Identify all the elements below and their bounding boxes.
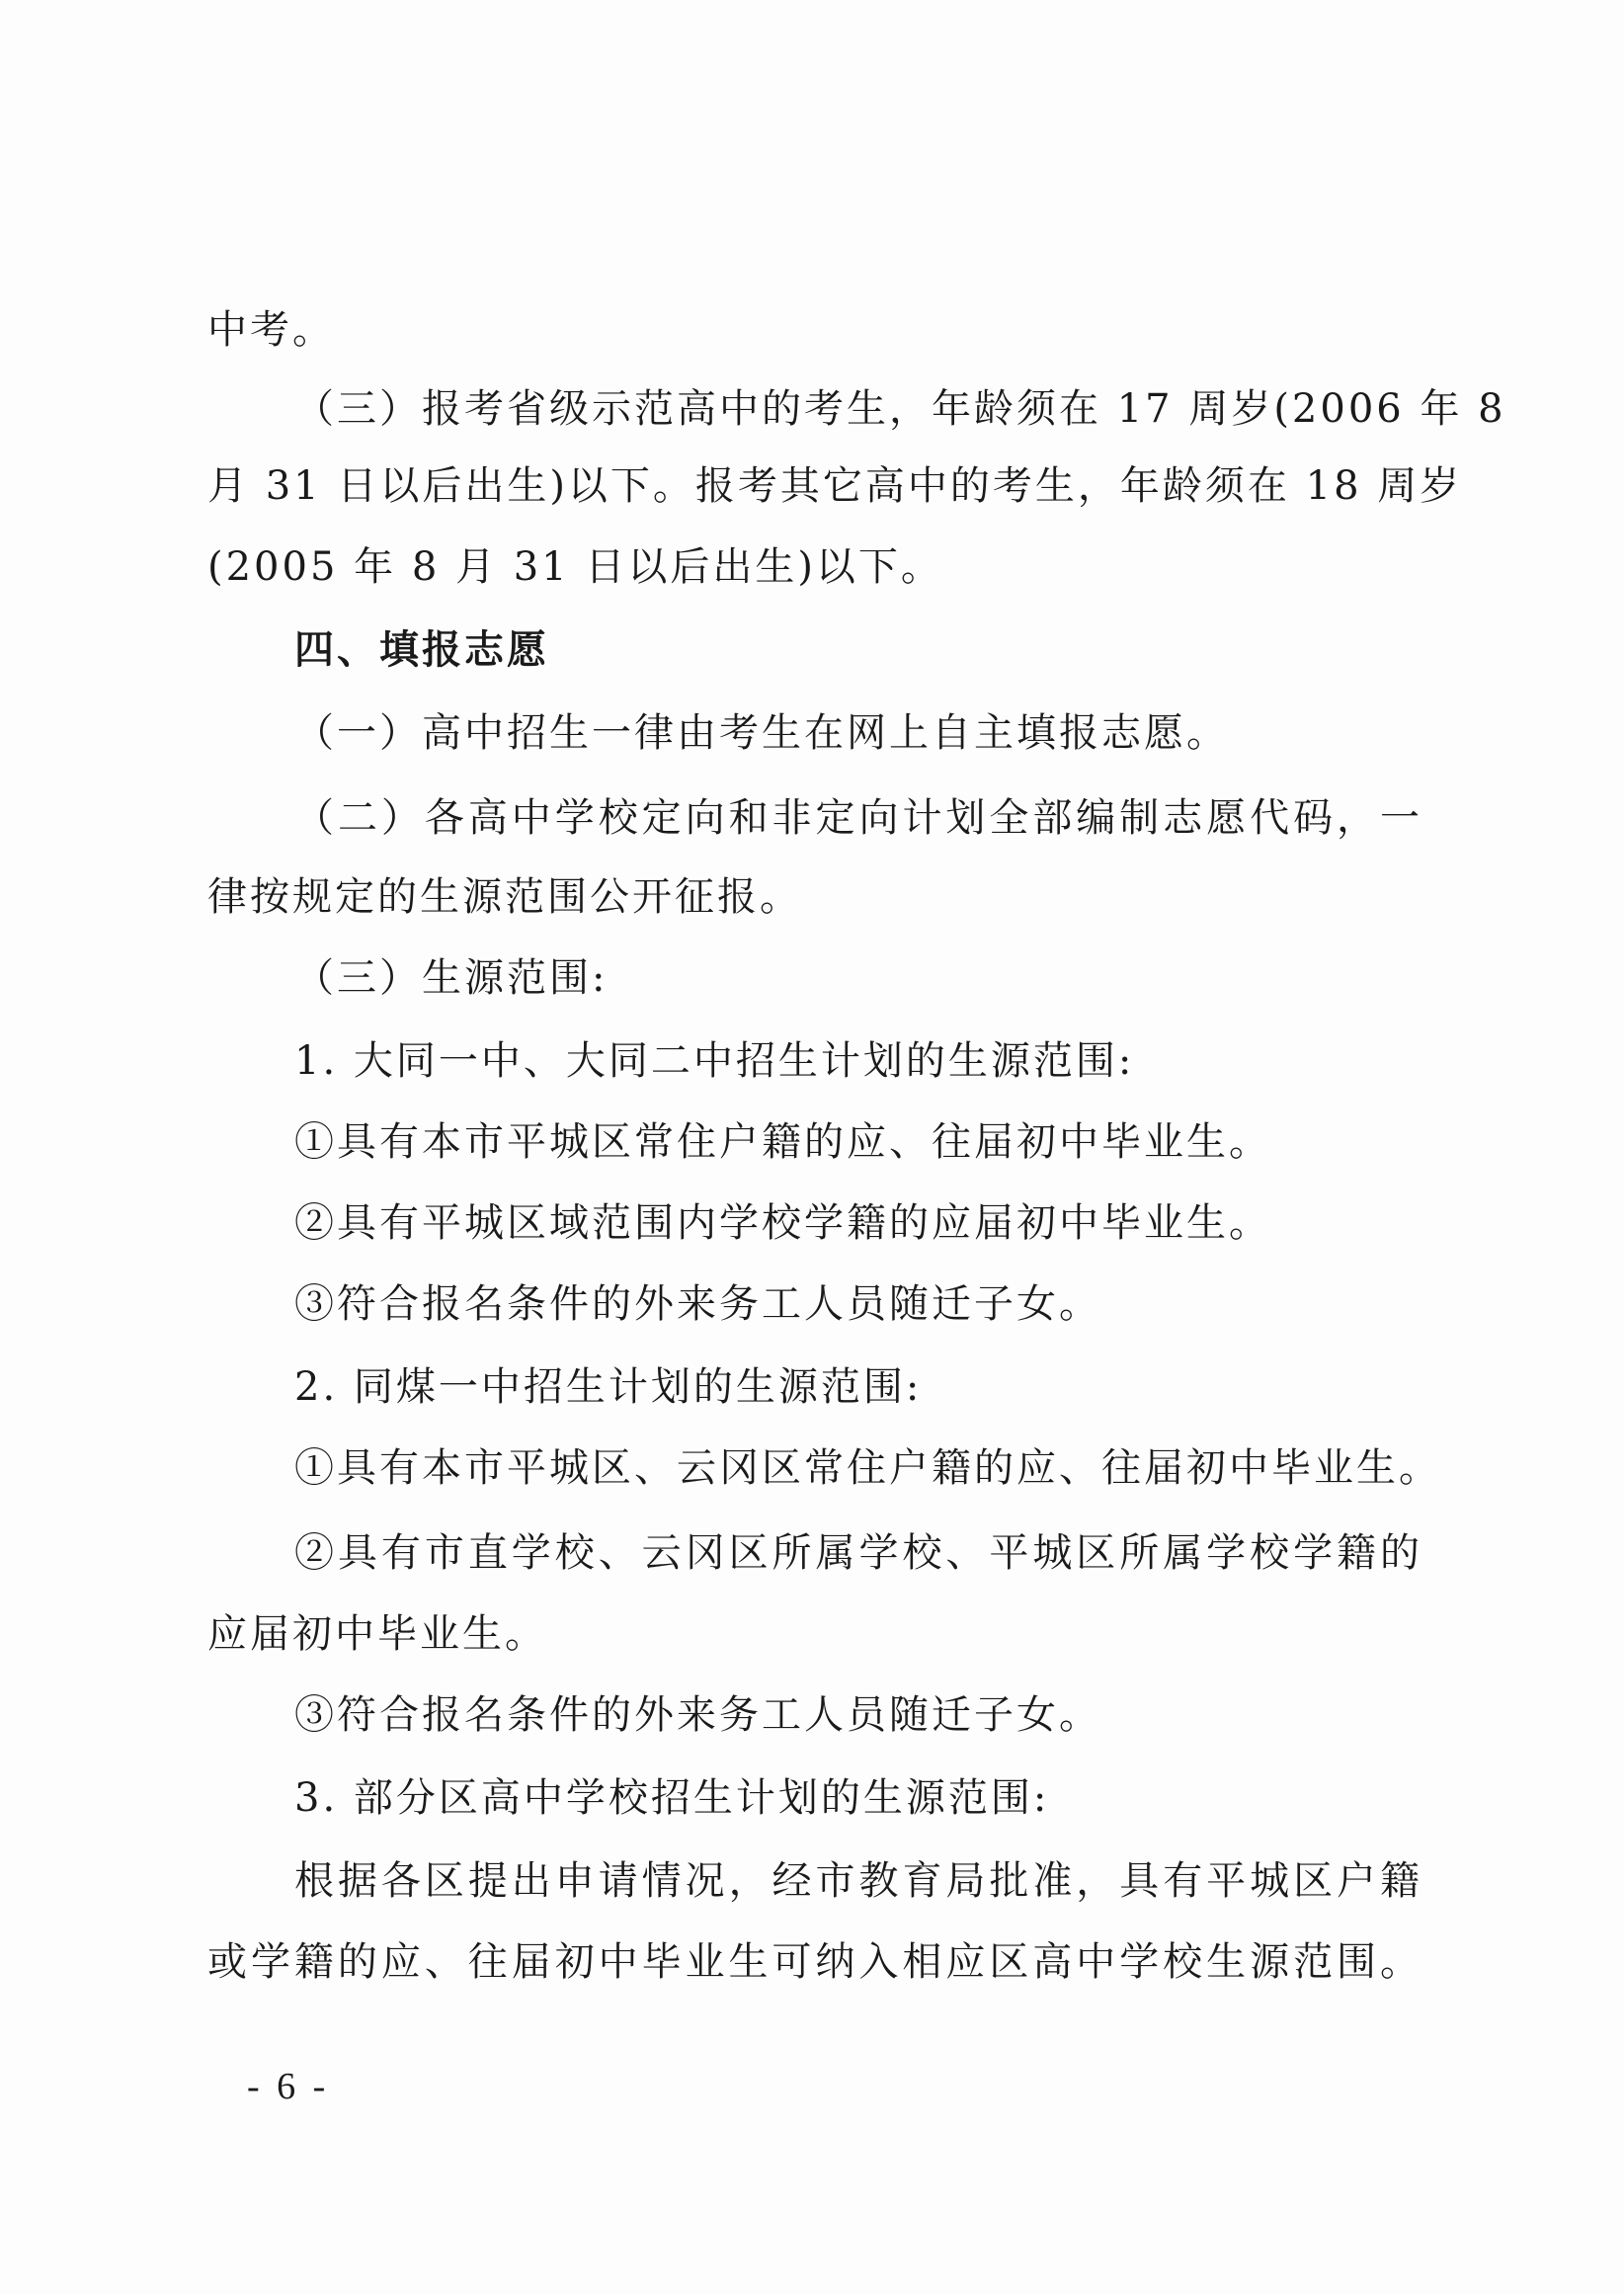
text-line-12: ②具有平城区域范围内学校学籍的应届初中毕业生。 [294,1200,1271,1246]
text-line-20: 根据各区提出申请情况，经市教育局批准，具有平城区户籍 [294,1858,1422,1904]
section-heading: 四、填报志愿 [294,627,549,673]
text-line-16: ②具有市直学校、云冈区所属学校、平城区所属学校学籍的 [294,1530,1422,1576]
text-line-11: ①具有本市平城区常住户籍的应、往届初中毕业生。 [294,1119,1271,1165]
text-line-7: （二）各高中学校定向和非定向计划全部编制志愿代码，一 [294,795,1422,841]
text-line-4: (2005 年 8 月 31 日以后出生)以下。 [207,544,943,590]
text-line-21: 或学籍的应、往届初中毕业生可纳入相应区高中学校生源范围。 [207,1939,1422,1985]
text-line-1: 中考。 [207,307,335,353]
text-line-10: 1. 大同一中、大同二中招生计划的生源范围: [294,1038,1135,1084]
text-line-17: 应届初中毕业生。 [207,1611,547,1657]
page-number: - 6 - [247,2066,330,2107]
text-line-15: ①具有本市平城区、云冈区常住户籍的应、往届初中毕业生。 [294,1445,1441,1491]
text-line-8: 律按规定的生源范围公开征报。 [207,874,802,920]
text-line-13: ③符合报名条件的外来务工人员随迁子女。 [294,1281,1101,1327]
text-line-18: ③符合报名条件的外来务工人员随迁子女。 [294,1692,1101,1738]
text-line-9: （三）生源范围: [294,955,609,1001]
text-line-2: （三）报考省级示范高中的考生，年龄须在 17 周岁(2006 年 8 [294,386,1506,432]
text-line-6: （一）高中招生一律由考生在网上自主填报志愿。 [294,710,1229,756]
text-line-3: 月 31 日以后出生)以下。报考其它高中的考生，年龄须在 18 周岁 [207,463,1463,509]
text-line-19: 3. 部分区高中学校招生计划的生源范围: [294,1775,1050,1821]
text-line-14: 2. 同煤一中招生计划的生源范围: [294,1364,923,1410]
